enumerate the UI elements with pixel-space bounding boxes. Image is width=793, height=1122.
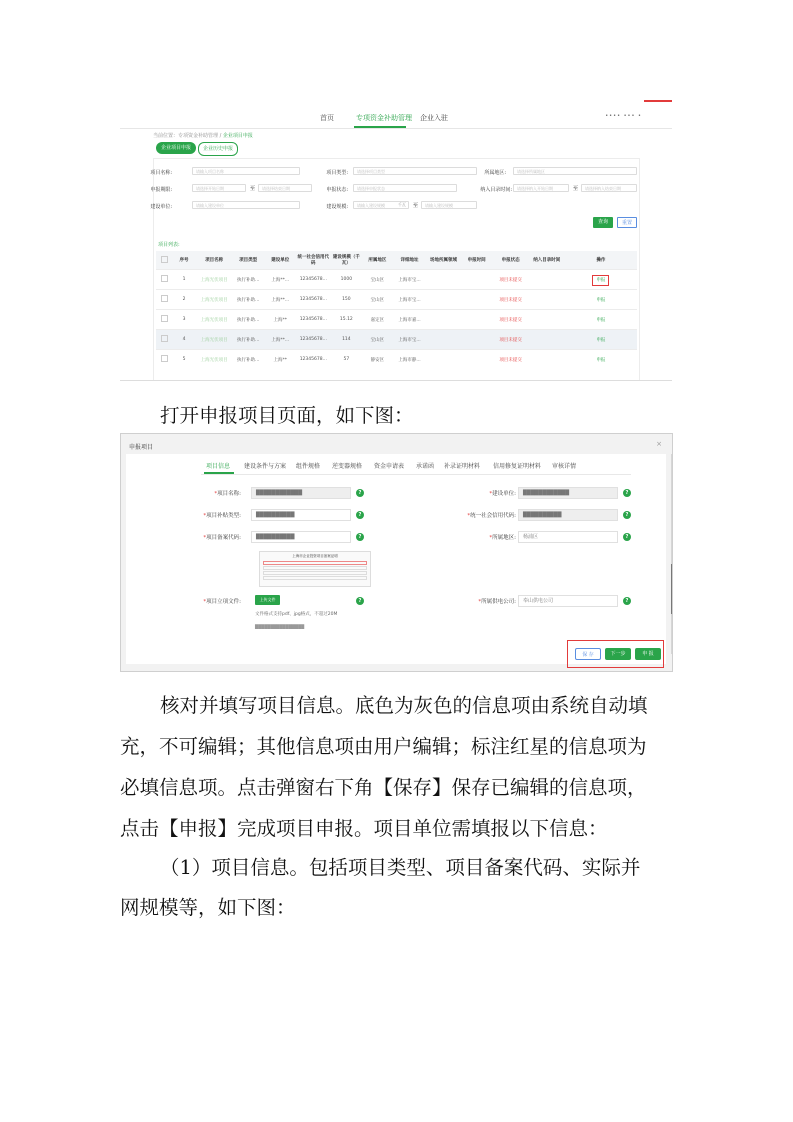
col-header: 所属地区 <box>362 251 392 270</box>
region-label: 所属地区: <box>484 170 506 176</box>
apply-date-from[interactable]: 请选择开始日期 <box>192 184 246 192</box>
row-checkbox[interactable] <box>161 275 168 282</box>
row-scale: 15.12 <box>330 310 362 330</box>
row-name: 上海光伏项目 <box>196 290 232 310</box>
row-code: 12345678... <box>296 290 330 310</box>
row-select-cell[interactable] <box>156 350 172 370</box>
col-header: 建设单位 <box>264 251 296 270</box>
tab-enterprise-apply[interactable]: 企业项目申报 <box>156 142 196 154</box>
row-time <box>461 290 493 310</box>
row-name: 上海光伏项目 <box>196 350 232 370</box>
help-icon[interactable]: ? <box>356 489 364 497</box>
col-header: 序号 <box>172 251 196 270</box>
catalog-date-from[interactable]: 请选择纳入开始日期 <box>513 184 569 192</box>
project-type-select[interactable]: 请选择项目类型 <box>353 167 477 175</box>
row-checkbox[interactable] <box>161 315 168 322</box>
project-name-label: 项目名称: <box>150 170 172 176</box>
help-icon[interactable]: ? <box>623 511 631 519</box>
table-header-row <box>156 251 637 270</box>
nav-enterprise[interactable]: 企业入驻 <box>420 114 448 122</box>
tab-fund-application[interactable]: 资金申请表 <box>374 463 405 470</box>
row-op <box>565 270 637 290</box>
help-icon[interactable]: ? <box>623 533 631 541</box>
row-code: 12345678... <box>296 310 330 330</box>
build-unit-field: ████████████ <box>518 487 618 499</box>
row-catalog-time <box>529 270 565 290</box>
tab-supplementary[interactable]: 补录证明材料 <box>444 463 481 470</box>
top-nav <box>120 100 672 129</box>
paragraph-line: 充，不可编辑；其他信息项由用户编辑；标注红星的信息项为 <box>120 735 647 758</box>
project-name-label: *项目名称: <box>214 491 241 497</box>
row-region: 宝山区 <box>362 330 392 350</box>
instruction-open-page: 打开申报项目页面，如下图： <box>160 404 414 427</box>
row-catalog-time <box>529 290 565 310</box>
row-unit: 上海**... <box>264 330 296 350</box>
subsidy-type-label: *项目补贴类型: <box>203 513 241 519</box>
apply-status-select[interactable]: 请选择申报状态 <box>353 184 457 192</box>
tab-credit-repair[interactable]: 信用修复证明材料 <box>493 463 542 470</box>
row-unit: 上海**... <box>264 290 296 310</box>
row-field <box>427 330 461 350</box>
region-select[interactable]: 杨浦区 <box>518 531 618 543</box>
col-header: 场地所属领域 <box>427 251 461 270</box>
region-label: *所属地区: <box>489 535 516 541</box>
row-code: 12345678... <box>296 270 330 290</box>
save-button[interactable]: 保 存 <box>575 648 601 660</box>
row-region: 静安区 <box>362 350 392 370</box>
breadcrumb: 当前位置：专项资金补助管理 / 企业项目申报 <box>153 133 253 139</box>
row-checkbox[interactable] <box>161 335 168 342</box>
project-type-label: 项目类型: <box>326 170 348 176</box>
paragraph-line: 必填信息项。点击弹窗右下角【保存】保存已编辑的信息项， <box>120 776 647 799</box>
row-status: 项目未提交 <box>493 290 529 310</box>
row-no: 3 <box>172 310 196 330</box>
build-scale-label: 建设规模: <box>326 204 348 210</box>
tab-review-details[interactable]: 审核详情 <box>552 463 577 470</box>
row-addr: 上海市宝... <box>392 330 426 350</box>
row-code: 12345678... <box>296 330 330 350</box>
row-catalog-time <box>529 310 565 330</box>
accent-line <box>644 100 672 102</box>
build-scale-sep: 至 <box>413 203 419 209</box>
row-catalog-time <box>529 330 565 350</box>
paragraph-line: 网规模等，如下图： <box>120 896 296 919</box>
project-list-screenshot <box>120 100 672 381</box>
apply-button[interactable]: 申报 <box>565 290 637 310</box>
build-unit-label: *建设单位: <box>489 491 516 497</box>
tab-project-info[interactable]: 项目信息 <box>206 463 231 470</box>
record-code-field[interactable]: ██████████ <box>251 531 351 543</box>
row-unit: 上海** <box>264 350 296 370</box>
row-addr: 上海市宝... <box>392 290 426 310</box>
reset-button[interactable]: 重置 <box>617 217 637 228</box>
row-region: 宝山区 <box>362 270 392 290</box>
col-header: 申报状态 <box>493 251 529 270</box>
build-unit-input[interactable]: 请输入建设单位 <box>192 201 300 209</box>
row-type: 执行补助... <box>232 270 264 290</box>
approval-file-label: *项目立项文件: <box>203 599 241 605</box>
preview-row <box>263 566 367 570</box>
row-scale: 1000 <box>330 270 362 290</box>
row-no: 5 <box>172 350 196 370</box>
tab-enterprise-history[interactable]: 企业历史申报 <box>198 142 238 156</box>
col-header: 项目类型 <box>232 251 264 270</box>
dialog-scrollbar[interactable] <box>671 454 673 654</box>
preview-row <box>263 576 367 580</box>
user-info[interactable]: •••• ••• • <box>605 113 642 119</box>
preview-title: 上海市企业投资项目备案证明 <box>292 554 338 558</box>
row-field <box>427 350 461 370</box>
upload-hint: 文件格式支持pdf、jpg格式，不超过20M <box>255 612 338 617</box>
apply-button[interactable]: 申报 <box>565 350 637 370</box>
project-list-title: 项目列表: <box>158 242 180 248</box>
table-row <box>156 290 637 310</box>
row-scale: 57 <box>330 350 362 370</box>
catalog-date-sep: 至 <box>573 186 579 192</box>
catalog-date-to[interactable]: 请选择纳入结束日期 <box>581 184 637 192</box>
project-table <box>156 251 637 369</box>
row-name: 上海光伏项目 <box>196 330 232 350</box>
credit-code-label: *统一社会信用代码: <box>467 513 516 519</box>
col-header: 统一社会信用代码 <box>296 251 330 270</box>
row-time <box>461 310 493 330</box>
row-time <box>461 350 493 370</box>
row-status: 项目未提交 <box>493 310 529 330</box>
row-status: 项目未提交 <box>493 330 529 350</box>
subsidy-type-select[interactable]: ██████████ <box>251 509 351 521</box>
row-type: 执行补助... <box>232 330 264 350</box>
build-scale-to[interactable]: 请输入建设规模 <box>421 201 477 209</box>
row-type: 执行补助... <box>232 350 264 370</box>
paragraph-line: 点击【申报】完成项目申报。项目单位需填报以下信息： <box>120 817 608 840</box>
table-row <box>156 350 637 370</box>
apply-button[interactable]: 申报 <box>565 310 637 330</box>
row-select-cell[interactable] <box>156 330 172 350</box>
col-header: 详细地址 <box>392 251 426 270</box>
apply-date-label: 申报期限: <box>150 187 172 193</box>
apply-status-label: 申报状态: <box>326 187 348 193</box>
row-select-cell[interactable] <box>156 270 172 290</box>
build-scale-unit: 千瓦 <box>398 202 406 207</box>
row-catalog-time <box>529 350 565 370</box>
row-status: 项目未提交 <box>493 270 529 290</box>
help-icon[interactable]: ? <box>356 533 364 541</box>
tab-commitment[interactable]: 承诺函 <box>416 463 435 470</box>
row-type: 执行补助... <box>232 290 264 310</box>
col-header: 申报时间 <box>461 251 493 270</box>
col-header: 纳入目录时间 <box>529 251 565 270</box>
row-time <box>461 330 493 350</box>
upload-button[interactable]: 上传文件 <box>255 595 280 605</box>
row-type: 执行补助... <box>232 310 264 330</box>
row-code: 12345678... <box>296 350 330 370</box>
row-unit: 上海** <box>264 310 296 330</box>
row-name: 上海光伏项目 <box>196 270 232 290</box>
tab-inverter-spec[interactable]: 逆变器规格 <box>332 463 363 470</box>
project-name-input[interactable]: 请输入项目名称 <box>192 167 300 175</box>
help-icon[interactable]: ? <box>356 597 364 605</box>
row-field <box>427 290 461 310</box>
table-row <box>156 270 637 290</box>
row-scale: 150 <box>330 290 362 310</box>
apply-date-sep: 至 <box>250 186 256 192</box>
catalog-date-label: 纳入目录时间: <box>480 187 512 193</box>
row-checkbox[interactable] <box>161 355 168 362</box>
apply-button[interactable]: 申报 <box>592 275 609 286</box>
table-row <box>156 310 637 330</box>
row-no: 2 <box>172 290 196 310</box>
paragraph-line: （1）项目信息。包括项目类型、项目备案代码、实际并 <box>160 856 641 879</box>
row-name: 上海光伏项目 <box>196 310 232 330</box>
row-scale: 114 <box>330 330 362 350</box>
row-region: 宝山区 <box>362 290 392 310</box>
record-code-label: *项目备案代码: <box>203 535 241 541</box>
col-header: 建设规模（千瓦） <box>330 251 362 270</box>
row-time <box>461 270 493 290</box>
scrollbar-thumb[interactable] <box>671 564 673 614</box>
col-header: 操作 <box>565 251 637 270</box>
project-name-field: ████████████ <box>251 487 351 499</box>
tab-build-conditions[interactable]: 建设条件与方案 <box>244 463 287 470</box>
row-checkbox[interactable] <box>161 295 168 302</box>
row-unit: 上海**... <box>264 270 296 290</box>
row-status: 项目未提交 <box>493 350 529 370</box>
help-icon[interactable]: ? <box>623 597 631 605</box>
select-all-checkbox[interactable] <box>161 256 168 263</box>
dialog-body <box>126 454 666 664</box>
row-select-cell[interactable] <box>156 290 172 310</box>
apply-button[interactable]: 申报 <box>565 330 637 350</box>
help-icon[interactable]: ? <box>356 511 364 519</box>
preview-row <box>263 561 367 565</box>
apply-dialog-screenshot <box>120 433 673 672</box>
preview-row <box>263 571 367 575</box>
row-addr: 上海市嘉... <box>392 310 426 330</box>
record-document-preview[interactable] <box>259 551 371 587</box>
build-scale-from[interactable]: 请输入建设规模 <box>353 201 409 209</box>
power-company-select[interactable]: 奉山供电公司 <box>518 595 618 607</box>
row-field <box>427 270 461 290</box>
row-no: 4 <box>172 330 196 350</box>
row-field <box>427 310 461 330</box>
submit-button[interactable]: 申 报 <box>635 648 661 660</box>
power-company-label: *所属供电公司: <box>478 599 516 605</box>
select-all-cell[interactable] <box>156 251 172 270</box>
paragraph-line: 核对并填写项目信息。底色为灰色的信息项由系统自动填 <box>160 694 648 717</box>
close-icon[interactable]: × <box>656 440 662 448</box>
nav-home[interactable]: 首页 <box>320 114 334 122</box>
tab-module-spec[interactable]: 组件规格 <box>296 463 321 470</box>
row-addr: 上海市宝... <box>392 270 426 290</box>
row-select-cell[interactable] <box>156 310 172 330</box>
tab-divider <box>201 474 631 475</box>
col-header: 项目名称 <box>196 251 232 270</box>
row-region: 嘉定区 <box>362 310 392 330</box>
query-button[interactable]: 查询 <box>593 217 613 228</box>
nav-active-indicator <box>354 126 406 128</box>
region-select[interactable]: 请选择所属地区 <box>513 167 637 175</box>
uploaded-file[interactable]: ████████████████ <box>255 624 305 629</box>
next-button[interactable]: 下一步 <box>605 648 631 660</box>
credit-code-field: ██████████ <box>518 509 618 521</box>
dialog-title: 申报项目 <box>129 444 154 451</box>
apply-date-to[interactable]: 请选择结束日期 <box>258 184 312 192</box>
table-row <box>156 330 637 350</box>
help-icon[interactable]: ? <box>623 489 631 497</box>
build-unit-label: 建设单位: <box>150 204 172 210</box>
nav-subsidy-management[interactable]: 专项资金补助管理 <box>356 114 412 122</box>
row-addr: 上海市静... <box>392 350 426 370</box>
row-no: 1 <box>172 270 196 290</box>
